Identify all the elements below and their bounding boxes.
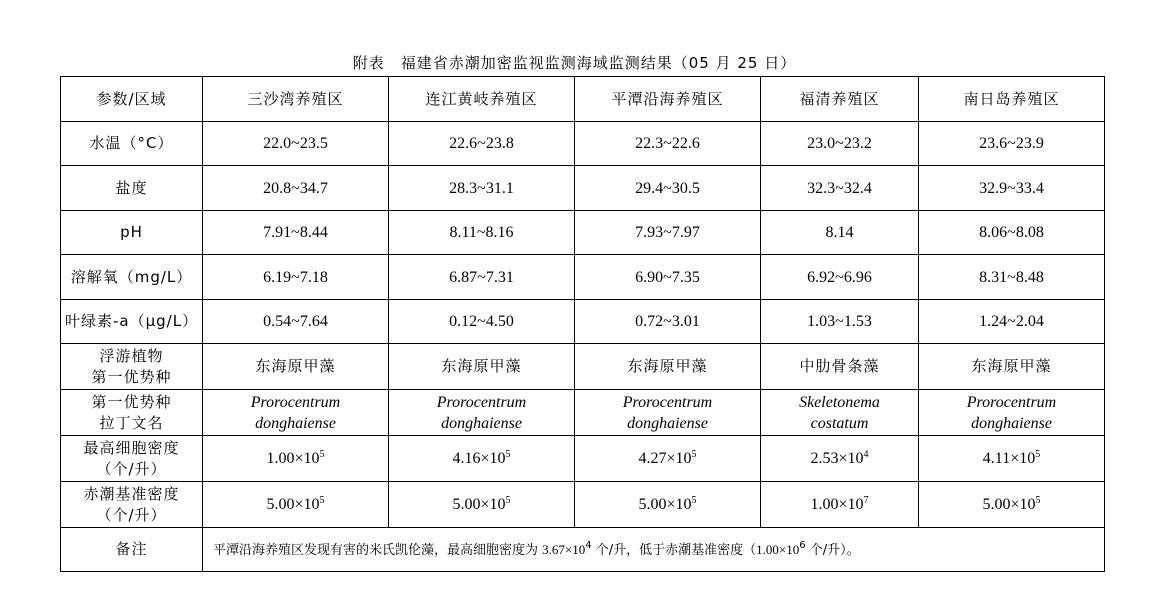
table-cell: 6.87~7.31	[389, 255, 575, 300]
label-line: 浮游植物	[99, 346, 164, 365]
density-mantissa: 4.11×10	[982, 450, 1036, 467]
genus-text: Prorocentrum	[250, 393, 341, 411]
density-exponent: 5	[1035, 495, 1041, 506]
remarks-text	[203, 528, 1105, 572]
table-cell: 0.12~4.50	[389, 300, 575, 344]
density-exponent: 5	[505, 495, 511, 506]
density-exponent: 5	[505, 449, 511, 460]
density-exponent: 5	[691, 495, 697, 506]
table-cell: 6.92~6.96	[761, 255, 919, 300]
table-cell	[575, 482, 761, 528]
density-exponent: 5	[691, 449, 697, 460]
header-zone-fuqing: 福清养殖区	[761, 77, 919, 122]
table-cell: 东海原甲藻	[919, 344, 1105, 390]
density-exponent: 5	[319, 495, 325, 506]
table-row	[61, 122, 1105, 166]
table-cell: 29.4~30.5	[575, 166, 761, 211]
header-param-label: 参数/区域	[61, 77, 203, 122]
density-mantissa: 2.53×10	[810, 450, 864, 467]
label-line: 拉丁文名	[99, 413, 164, 432]
remark-baseline-mantissa: 1.00×10	[756, 541, 800, 557]
table-cell	[203, 436, 389, 482]
table-cell: 1.03~1.53	[761, 300, 919, 344]
table-cell: 东海原甲藻	[203, 344, 389, 390]
header-zone-pingtan-coastal: 平潭沿海养殖区	[575, 77, 761, 122]
table-row	[61, 300, 1105, 344]
table-cell: 32.9~33.4	[919, 166, 1105, 211]
table-row	[61, 390, 1105, 436]
density-mantissa: 1.00×10	[266, 450, 320, 467]
density-mantissa: 1.00×10	[810, 496, 864, 513]
header-zone-nanri-island: 南日岛养殖区	[919, 77, 1105, 122]
genus-text: Prorocentrum	[622, 393, 713, 411]
label-line: 赤潮基准密度	[83, 484, 180, 503]
table-cell: 东海原甲藻	[575, 344, 761, 390]
table-cell	[389, 390, 575, 436]
density-mantissa: 5.00×10	[266, 496, 320, 513]
table-cell: 8.14	[761, 211, 919, 255]
table-cell	[761, 390, 919, 436]
table-cell	[919, 436, 1105, 482]
row-label-water-temp: 水温（°C）	[61, 122, 203, 166]
header-row	[61, 77, 1105, 122]
table-cell	[575, 436, 761, 482]
table-cell: 东海原甲藻	[389, 344, 575, 390]
table-row	[61, 482, 1105, 528]
table-cell	[389, 436, 575, 482]
table-cell: 22.0~23.5	[203, 122, 389, 166]
table-cell	[203, 390, 389, 436]
species-text: donghaiense	[971, 414, 1052, 432]
density-exponent: 5	[1035, 449, 1041, 460]
density-mantissa: 5.00×10	[452, 496, 506, 513]
table-cell: 23.0~23.2	[761, 122, 919, 166]
genus-text: Skeletonema	[799, 393, 880, 411]
label-line: （个/升）	[96, 459, 167, 478]
table-caption: 附表 福建省赤潮加密监视监测海域监测结果（05 月 25 日）	[352, 54, 797, 72]
row-label-chlorophyll: 叶绿素-a（μg/L）	[61, 300, 203, 344]
table-cell	[389, 482, 575, 528]
row-label-latin-name	[61, 390, 203, 436]
density-exponent: 4	[863, 449, 869, 460]
table-cell: 1.24~2.04	[919, 300, 1105, 344]
table-row	[61, 166, 1105, 211]
row-label-salinity: 盐度	[61, 166, 203, 211]
row-label-dominant-species	[61, 344, 203, 390]
label-line: 第一优势种	[91, 392, 172, 411]
species-text: donghaiense	[255, 414, 336, 432]
genus-text: Prorocentrum	[436, 393, 527, 411]
row-label-max-density	[61, 436, 203, 482]
header-zone-lianjiang-huangqi: 连江黄岐养殖区	[389, 77, 575, 122]
remark-text-part: 个/升）。	[805, 542, 860, 558]
table-cell: 8.11~8.16	[389, 211, 575, 255]
table-cell: 中肋骨条藻	[761, 344, 919, 390]
table-cell: 0.54~7.64	[203, 300, 389, 344]
species-text: costatum	[810, 414, 869, 432]
row-label-remarks: 备注	[61, 528, 203, 572]
table-cell: 8.06~8.08	[919, 211, 1105, 255]
table-cell: 20.8~34.7	[203, 166, 389, 211]
density-exponent: 5	[319, 449, 325, 460]
remark-density-exponent: 4	[585, 539, 592, 551]
monitoring-results-table	[60, 76, 1105, 572]
density-exponent: 7	[863, 495, 869, 506]
table-cell: 0.72~3.01	[575, 300, 761, 344]
label-line: 第一优势种	[91, 367, 172, 386]
label-line: （个/升）	[96, 505, 167, 524]
table-cell: 23.6~23.9	[919, 122, 1105, 166]
row-label-ph: pH	[61, 211, 203, 255]
header-zone-sansha-bay: 三沙湾养殖区	[203, 77, 389, 122]
table-cell: 6.19~7.18	[203, 255, 389, 300]
table-cell: 7.91~8.44	[203, 211, 389, 255]
table-cell: 22.6~23.8	[389, 122, 575, 166]
density-mantissa: 5.00×10	[982, 496, 1036, 513]
remark-density-mantissa: 3.67×10	[542, 541, 586, 557]
remark-text-part: 平潭沿海养殖区发现有害的米氏凯伦藻，最高细胞密度为	[213, 542, 543, 558]
density-mantissa: 5.00×10	[638, 496, 692, 513]
table-cell: 6.90~7.35	[575, 255, 761, 300]
table-row	[61, 436, 1105, 482]
table-cell: 8.31~8.48	[919, 255, 1105, 300]
remark-text-part: 个/升，低于赤潮基准密度（	[591, 542, 757, 558]
density-mantissa: 4.16×10	[452, 450, 506, 467]
table-cell: 22.3~22.6	[575, 122, 761, 166]
density-mantissa: 4.27×10	[638, 450, 692, 467]
row-label-dissolved-oxygen: 溶解氧（mg/L）	[61, 255, 203, 300]
table-row	[61, 344, 1105, 390]
species-text: donghaiense	[627, 414, 708, 432]
table-cell	[761, 482, 919, 528]
remark-baseline-exponent: 6	[799, 539, 806, 551]
table-cell	[761, 436, 919, 482]
table-cell	[919, 390, 1105, 436]
genus-text: Prorocentrum	[966, 393, 1057, 411]
table-cell: 32.3~32.4	[761, 166, 919, 211]
row-label-baseline-density	[61, 482, 203, 528]
label-line: 最高细胞密度	[83, 438, 180, 457]
table-cell	[919, 482, 1105, 528]
table-cell: 7.93~7.97	[575, 211, 761, 255]
species-text: donghaiense	[441, 414, 522, 432]
remarks-row	[61, 528, 1105, 572]
table-cell	[203, 482, 389, 528]
table-row	[61, 211, 1105, 255]
table-cell: 28.3~31.1	[389, 166, 575, 211]
table-row	[61, 255, 1105, 300]
table-cell	[575, 390, 761, 436]
